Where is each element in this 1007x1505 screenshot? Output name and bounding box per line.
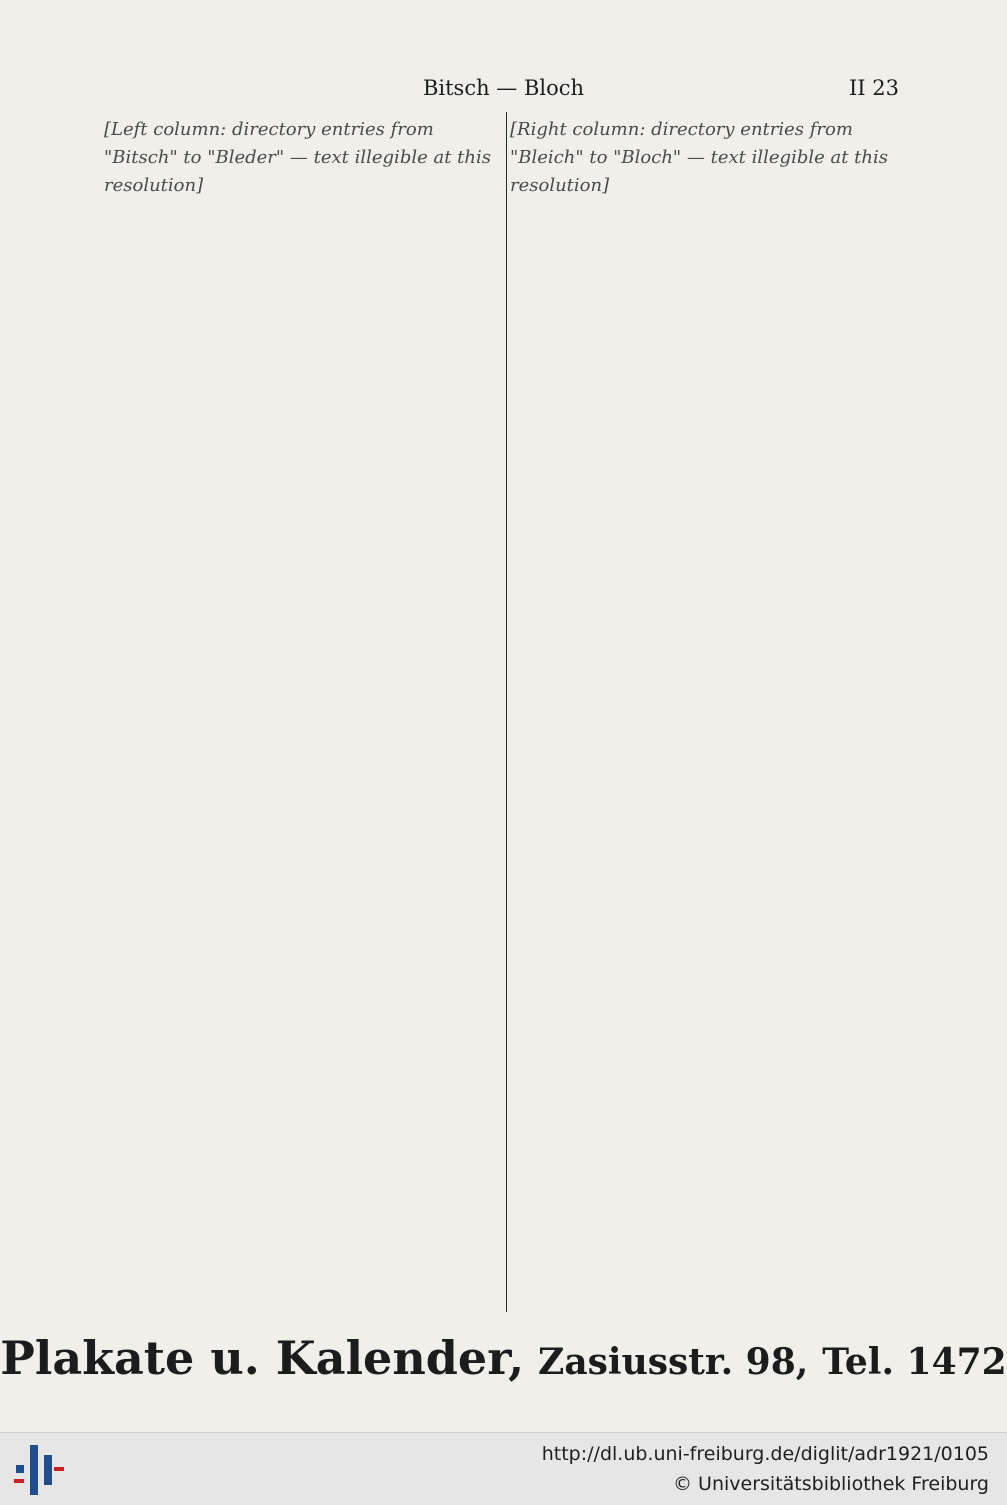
logo-left-bar xyxy=(16,1465,24,1473)
advert-address: Zasiusstr. 98, xyxy=(538,1341,809,1383)
logo-red-dot-left xyxy=(14,1479,24,1483)
logo-center-bar xyxy=(30,1445,38,1495)
copyright-notice: © Universitätsbibliothek Freiburg xyxy=(673,1473,989,1495)
advertisement xyxy=(0,1330,1007,1390)
page-title: Bitsch — Bloch xyxy=(422,76,585,100)
viewer-footer xyxy=(0,1432,1007,1505)
logo-red-dot-right xyxy=(54,1467,64,1471)
right-column xyxy=(510,116,904,1312)
right-column-illegible-note: [Right column: directory entries from "Bleich" to "Bloch" — text illegible at this resolution] xyxy=(510,119,888,196)
running-header xyxy=(0,76,1007,106)
advert-phone: Tel. 1472 xyxy=(822,1341,1007,1383)
permalink-url[interactable]: http://dl.ub.uni-freiburg.de/diglit/adr1921/0105 xyxy=(541,1443,989,1465)
left-column-illegible-note: [Left column: directory entries from "Bitsch" to "Bleder" — text illegible at this resolution] xyxy=(104,119,491,196)
logo-right-bar xyxy=(44,1455,52,1485)
page-number: II 23 xyxy=(849,76,899,100)
column-divider xyxy=(506,112,507,1312)
left-column xyxy=(104,116,498,1312)
library-logo-icon xyxy=(14,1445,64,1495)
advert-headline: Plakate u. Kalender, xyxy=(0,1331,525,1385)
